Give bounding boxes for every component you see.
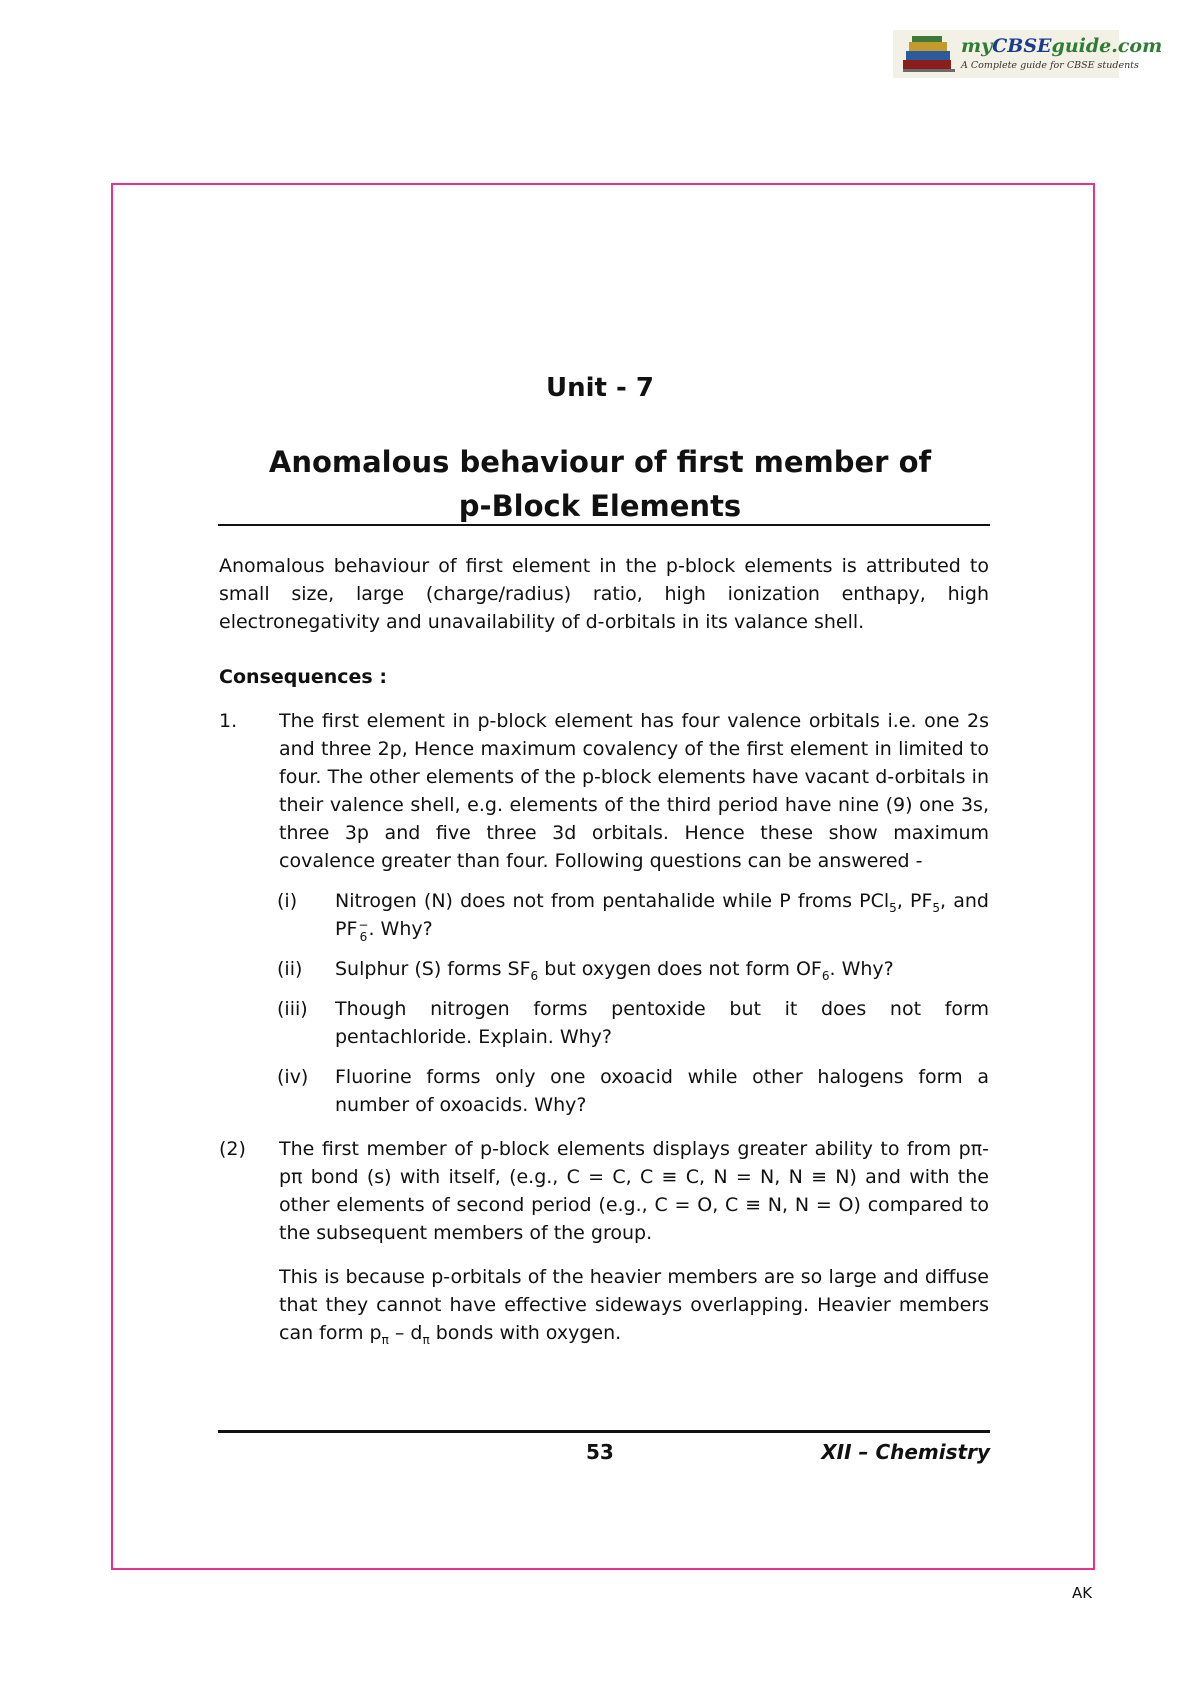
question-iv: (iv) Fluorine forms only one oxoacid while other halogens form a number of oxoacids. Why?: [219, 1063, 989, 1119]
point-1-text: The first element in p-block element has four valence orbitals i.e. one 2s and three 2p, Hence maximum covalency of the first element in limited to four. The other elements of the p-block elements have vacant d-orbitals in their valence shell, e.g. elements of the third period have nine (9) one 3s, three 3p and five three 3d orbitals. Hence these show maximum covalence greater than four. Following questions can be answered -: [279, 710, 989, 872]
point-2-explanation: This is because p-orbitals of the heavier members are so large and diffuse that they cannot have effective sideways overlapping. Heavier members can form $p_\pi - d_\pi$ bonds with oxygen.: [279, 1266, 989, 1347]
question-iv-number: (iv): [277, 1066, 309, 1088]
books-icon: [899, 34, 959, 74]
footer-subject: XII – Chemistry: [821, 1440, 990, 1464]
question-iii-number: (iii): [277, 998, 308, 1020]
corner-mark: AK: [1072, 1584, 1093, 1602]
title-line-2: p-Block Elements: [458, 489, 742, 523]
point-2: [219, 1135, 989, 1247]
question-iii: (iii) Though nitrogen forms pentoxide but it does not form pentachloride. Explain. Why?: [219, 995, 989, 1051]
page-number: 53: [586, 1440, 614, 1464]
site-logo: [893, 30, 1163, 78]
question-i-number: (i): [277, 890, 298, 912]
point-1: [219, 707, 989, 875]
point-2-text: The first member of p-block elements displays greater ability to from pπ-pπ bond (s) with itself, (e.g., C = C, C ≡ C, N = N, N ≡ N) and with the other elements of second period (e.g., C = O, C ≡ N, N = O) compared to the subsequent members of the group.: [279, 1138, 989, 1244]
title-line-1: Anomalous behaviour of first member of: [268, 445, 932, 479]
logo-brand: myCBSEguide.com: [961, 35, 1163, 57]
question-i: (i) Nitrogen (N) does not from pentahalide while P froms PCl$_5$, $PF_5$, and PF − 6 . Why?: [219, 887, 989, 943]
title-underline: [218, 524, 990, 526]
footer-rule: [218, 1430, 990, 1433]
page-content: [219, 552, 989, 1347]
logo-tagline: A Complete guide for CBSE students: [961, 60, 1139, 71]
point-1-number: 1.: [219, 710, 238, 732]
question-ii: (ii) Sulphur (S) forms $SF_6$ but oxygen does not form $OF_6$. Why?: [219, 955, 989, 983]
point-2-number: (2): [219, 1138, 246, 1160]
intro-paragraph: Anomalous behaviour of first element in the p-block elements is attributed to small size, large (charge/radius) ratio, high ionization enthapy, high electronegativity and unavailability of d-orbitals in its valance shell.: [219, 555, 989, 633]
unit-heading: Unit - 7: [546, 373, 654, 403]
question-ii-number: (ii): [277, 958, 303, 980]
consequences-heading: Consequences :: [219, 666, 387, 688]
pf6-ion-charge: − 6: [358, 918, 369, 944]
page-title: [0, 440, 1200, 528]
